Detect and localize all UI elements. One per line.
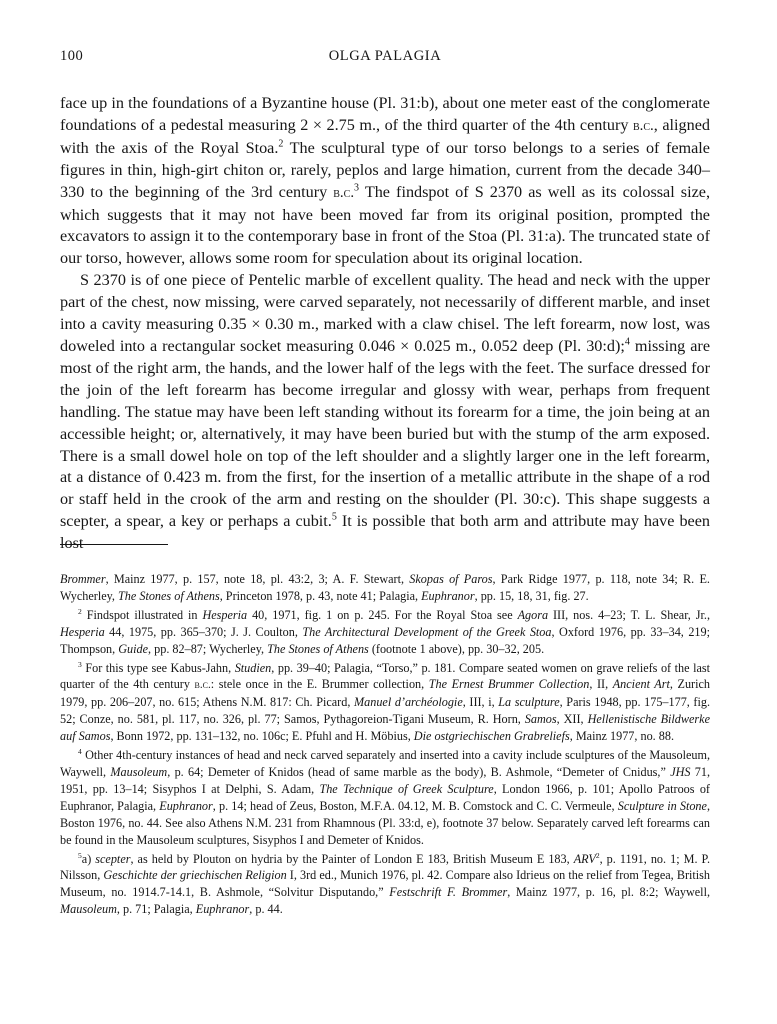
text-run: , aligned with the axis of the Royal Stoa. [60,115,710,157]
running-header [60,48,710,72]
footnote-number: 3 [78,659,82,669]
text-run: It is possible that both arm and attribute may have been lost [60,512,710,553]
page-number: 100 [60,48,84,64]
footnote-number: 2 [78,606,82,616]
footnote-ref-2[interactable]: 2 [278,138,284,150]
paragraph-1 [60,93,710,270]
page [60,48,710,920]
footnote-ref-4[interactable]: 4 [624,336,630,348]
text-run: S 2370 is of one piece of Pentelic marble of excellent quality. The head and neck with the upper part of the chest, now missing, were carved separately, not necessarily of different marble, and inset into a cavity measuring 0.35 × 0.30 m., marked with a claw chisel. The left forearm, now lost, was doweled into a rectangular socket measuring 0.046 × 0.025 m., 0.052 deep (Pl. 30:d); [60,271,710,355]
footnote-3: $^3$ For this type see Kabus-Jahn, Studien, pp. 39–40; Palagia, “Torso,” p. 181. Compare seated women on grave reliefs of the last quarter of the 4th century b.c.: stele once in the E. Brummer collection, The Ernest Brummer Collection, II, Ancient Art, Zurich 1979, pp. 206–207, no. 615; Athens N.M. 817: Ch. Picard, Manuel d’archéologie, III, i, La sculpture, Paris 1948, pp. 175–177, fig. 52; Conze, no. 581, pl. 117, no. 326, pl. 77; Samos, Pythagoreion-Tigani Museum, R. Horn, Samos, XII, Hellenistische Bildwerke auf Samos, Bonn 1972, pp. 131–132, no. 106c; E. Pfuhl and H. Möbius, Die ostgriechischen Grabreliefs, Mainz 1977, no. 88. [60,659,711,744]
era-abbrev: b.c. [632,117,654,134]
text-run: face up in the foundations of a Byzantine house (Pl. 31:b), about one meter east of the conglomerate foundations of a pedestal measuring 2 × 2.75 m., of the third quarter of the 4th century [60,94,710,134]
text-run: The findspot of S 2370 as well as its colossal size, which suggests that it may not have been moved far from its original position, prompted the excavators to assign it to the contemporary base in front of the Stoa (Pl. 31:a). The truncated state of our torso, however, allows some room for speculation about its original location. [60,182,710,268]
era-abbrev: b.c. [333,184,355,201]
footnote-5: $^5$a) scepter, as held by Plouton on hydria by the Painter of London E 183, British Museum E 183, ARV$^2$, p. 1191, no. 1; M. P. Nilsson, Geschichte der griechischen Religion I, 3rd ed., Munich 1976, pl. 42. Compare also Idrieus on the relief from Tegea, British Museum, no. 1914.7-14.1, B. Ashmole, “Solvitur Disputando,” Festschrift F. Brommer, Mainz 1977, p. 16, pl. 8:2; Waywell, Mausoleum, p. 71; Palagia, Euphranor, p. 44. [60,850,711,917]
text-run: missing are most of the right arm, the hands, and the lower half of the legs with the feet. The surface dressed for the join of the left forearm has become irregular and glossy with wear, perhaps from frequent handling. The statue may have been left standing without its forearm for a time, the join being at an accessible height; or, alternatively, it may have been buried but with the stump of the arm exposed. There is a small dowel hole on top of the left shoulder and a slightly larger one in the left forearm, at a distance of 0.423 m. from the first, for the insertion of a metallic attribute in the shape of a rod or staff held in the crook of the arm and resting on the shoulder (Pl. 30:c). This shape suggests a scepter, a spear, a key or perhaps a cubit. [60,336,710,531]
footnote-1-continued: Brommer, Mainz 1977, p. 157, note 18, pl. 43:2, 3; A. F. Stewart, Skopas of Paros, Park Ridge 1977, p. 118, note 34; R. E. Wycherley, The Stones of Athens, Princeton 1978, p. 43, note 41; Palagia, Euphranor, pp. 15, 18, 31, fig. 27. [60,572,710,603]
footnote-2: $^2$ Findspot illustrated in Hesperia 40, 1971, fig. 1 on p. 245. For the Royal Stoa see Agora III, nos. 4–23; T. L. Shear, Jr., Hesperia 44, 1975, pp. 365–370; J. J. Coulton, The Architectural Development of the Greek Stoa, Oxford 1976, pp. 33–34, 219; Thompson, Guide, pp. 82–87; Wycherley, The Stones of Athens (footnote 1 above), pp. 30–32, 205. [60,606,711,656]
footnotes [60,571,710,918]
footnote-ref-5[interactable]: 5 [331,511,337,523]
footnote-number: 4 [78,747,82,757]
body-text [60,93,710,555]
footnote-4: $^4$ Other 4th-century instances of head and neck carved separately and inserted into a cavity include sculptures of the Mausoleum, Waywell, Mausoleum, p. 64; Demeter of Knidos (head of same marble as the body), B. Ashmole, “Demeter of Cnidus,” JHS 71, 1951, pp. 13–14; Sisyphos I at Delphi, S. Adam, The Technique of Greek Sculpture, London 1966, p. 101; Apollo Patroos of Euphranor, Palagia, Euphranor, p. 14; head of Zeus, Boston, M.F.A. 04.12, M. B. Comstock and C. C. Vermeule, Sculpture in Stone, Boston 1976, no. 44. See also Athens N.M. 231 from Rhamnous (Pl. 33:d, e), footnote 37 below. Separately carved left forearms can be found in the Mausoleum sculptures, Sisyphos I and Demeter of Knidos. [60,747,711,847]
running-title: OLGA PALAGIA [328,48,442,64]
text-run: The sculptural type of our torso belongs to a series of female figures in thin, high-girt chiton or, rarely, peplos and large himation, current from the decade 340–330 to the beginning of the 3rd century [60,138,710,201]
footnote-number: 5 [78,850,82,860]
paragraph-2 [60,270,710,555]
footnote-ref-3[interactable]: 3 [354,182,360,194]
